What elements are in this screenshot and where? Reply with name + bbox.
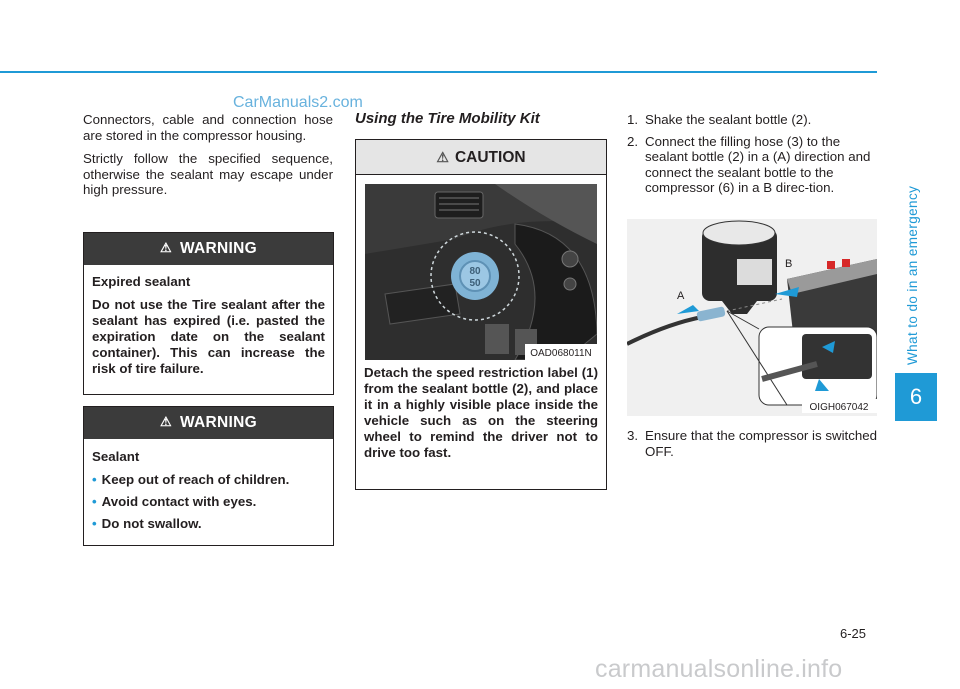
steering-wheel-photo [365, 184, 597, 360]
warning-header: ⚠ WARNING [84, 233, 333, 265]
list-item: • Keep out of reach of children. [92, 472, 325, 488]
watermark-bottom: carmanualsonline.info [595, 655, 843, 683]
step-list [627, 112, 878, 196]
section-title: Using the Tire Mobility Kit [355, 110, 540, 127]
list-item: • Do not swallow. [92, 516, 325, 532]
list-item: 2. Connect the filling hose (3) to the sealant bottle (2) in a (A) direction and connect the sealant bottle to the compressor (6) in a B direc-tion. [627, 133, 871, 195]
speed-label-bottom: 50 [469, 278, 481, 289]
list-item: 1. Shake the sealant bottle (2). [627, 112, 812, 127]
warning-bullet-list [92, 472, 325, 532]
warning-body: Do not use the Tire sealant after the sealant has expired (i.e. pasted the expiration date on the sealant container). This can increase the risk of tire failure. [92, 297, 325, 376]
caution-box [355, 139, 607, 490]
compressor-illustration [627, 219, 877, 416]
list-item: • Avoid contact with eyes. [92, 494, 325, 510]
column-1 [83, 112, 333, 206]
column-3 [627, 112, 878, 202]
caution-header: ⚠ CAUTION [356, 140, 606, 175]
direction-label-a: A [677, 290, 685, 302]
warning-subtitle: Expired sealant [92, 274, 191, 289]
warning-icon: ⚠ [160, 414, 172, 429]
warning-box-sealant [83, 406, 334, 546]
image-code: OIGH067042 [809, 402, 869, 413]
warning-icon: ⚠ [160, 240, 172, 255]
warning-subtitle: Sealant [92, 449, 140, 464]
watermark-top: CarManuals2.com [233, 94, 363, 111]
warning-header: ⚠ WARNING [84, 407, 333, 439]
image-code: OAD068011N [530, 348, 592, 359]
warning-box-expired-sealant [83, 232, 334, 395]
direction-label-b: B [785, 258, 793, 270]
intro-paragraph-1: Connectors, cable and connection hose are stored in the compressor housing. [83, 112, 333, 143]
chapter-label: What to do in an emergency [905, 185, 920, 365]
top-rule [0, 71, 877, 73]
caution-text: Detach the speed restriction label (1) from the sealant bottle (2), and place it in a highly visible place inside the vehicle such as on the steering wheel to remind the driver not to drive too fast. [364, 365, 598, 460]
speed-label-top: 80 [469, 266, 481, 277]
intro-paragraph-2: Strictly follow the specified sequence, otherwise the sealant may escape under high pressure. [83, 151, 333, 197]
step-3: 3. Ensure that the compressor is switched OFF. [627, 428, 878, 459]
chapter-number-tab: 6 [895, 373, 937, 421]
page-number: 6-25 [840, 626, 867, 641]
caution-icon: ⚠ [436, 149, 449, 165]
